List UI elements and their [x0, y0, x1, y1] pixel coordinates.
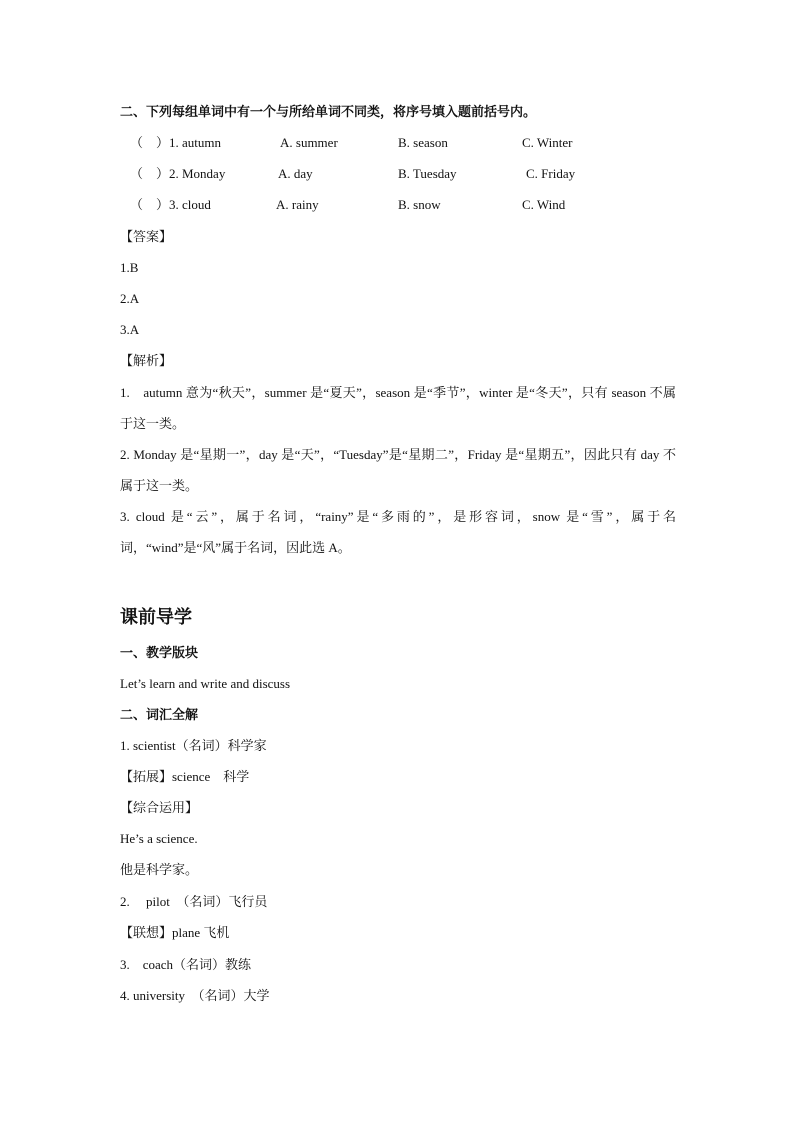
question-row: [120, 196, 720, 214]
vocab-line: 【拓展】science 科学: [120, 769, 250, 784]
vocab-line: 2. pilot （名词）飞行员: [120, 894, 268, 909]
section-heading: 课前导学: [120, 607, 192, 627]
analysis-paragraph: 1. autumn 意为“秋天”，summer 是“夏天”，season 是“季节”，winter 是“冬天”，只有 season 不属于这一类。: [120, 385, 676, 431]
vocab-line: 他是科学家。: [120, 862, 199, 877]
question-number: （ ）2. Monday: [130, 166, 226, 181]
option-b: B. snow: [398, 197, 441, 212]
option-c: C. Friday: [526, 166, 576, 181]
subsection-heading: 二、词汇全解: [120, 707, 199, 722]
option-a: A. day: [278, 166, 313, 181]
answer-item: 2.A: [120, 291, 140, 306]
subsection-heading: 一、教学版块: [120, 645, 199, 660]
vocab-line: 4. university （名词）大学: [120, 988, 270, 1003]
option-a: A. rainy: [276, 197, 319, 212]
answer-item: 3.A: [120, 322, 140, 337]
vocab-line: 3. coach（名词）教练: [120, 957, 252, 972]
vocab-line: 【综合运用】: [120, 800, 199, 815]
question-row: [120, 165, 720, 183]
section-title: 二、下列每组单词中有一个与所给单词不同类，将序号填入题前括号内。: [120, 104, 537, 119]
question-number: （ ）1. autumn: [130, 135, 221, 150]
question-row: [120, 134, 720, 152]
answer-heading: 【答案】: [120, 229, 173, 244]
analysis-heading: 【解析】: [120, 353, 173, 368]
option-c: C. Winter: [522, 135, 573, 150]
option-b: B. season: [398, 135, 448, 150]
vocab-line: 1. scientist（名词）科学家: [120, 738, 267, 753]
option-c: C. Wind: [522, 197, 566, 212]
body-text: Let’s learn and write and discuss: [120, 676, 291, 691]
vocab-line: 【联想】plane 飞机: [120, 925, 230, 940]
option-b: B. Tuesday: [398, 166, 457, 181]
analysis-paragraph: 2. Monday 是“星期一”，day 是“天”，“Tuesday”是“星期二”，Friday 是“星期五”，因此只有 day 不属于这一类。: [120, 447, 676, 493]
vocab-line: He’s a science.: [120, 831, 198, 846]
option-a: A. summer: [280, 135, 338, 150]
answer-item: 1.B: [120, 260, 139, 275]
analysis-paragraph: 3. cloud 是“云”，属于名词，“rainy”是“多雨的”，是形容词，snow 是“雪”，属于名词，“wind”是“风”属于名词，因此选 A。: [120, 509, 676, 555]
question-number: （ ）3. cloud: [130, 197, 211, 212]
